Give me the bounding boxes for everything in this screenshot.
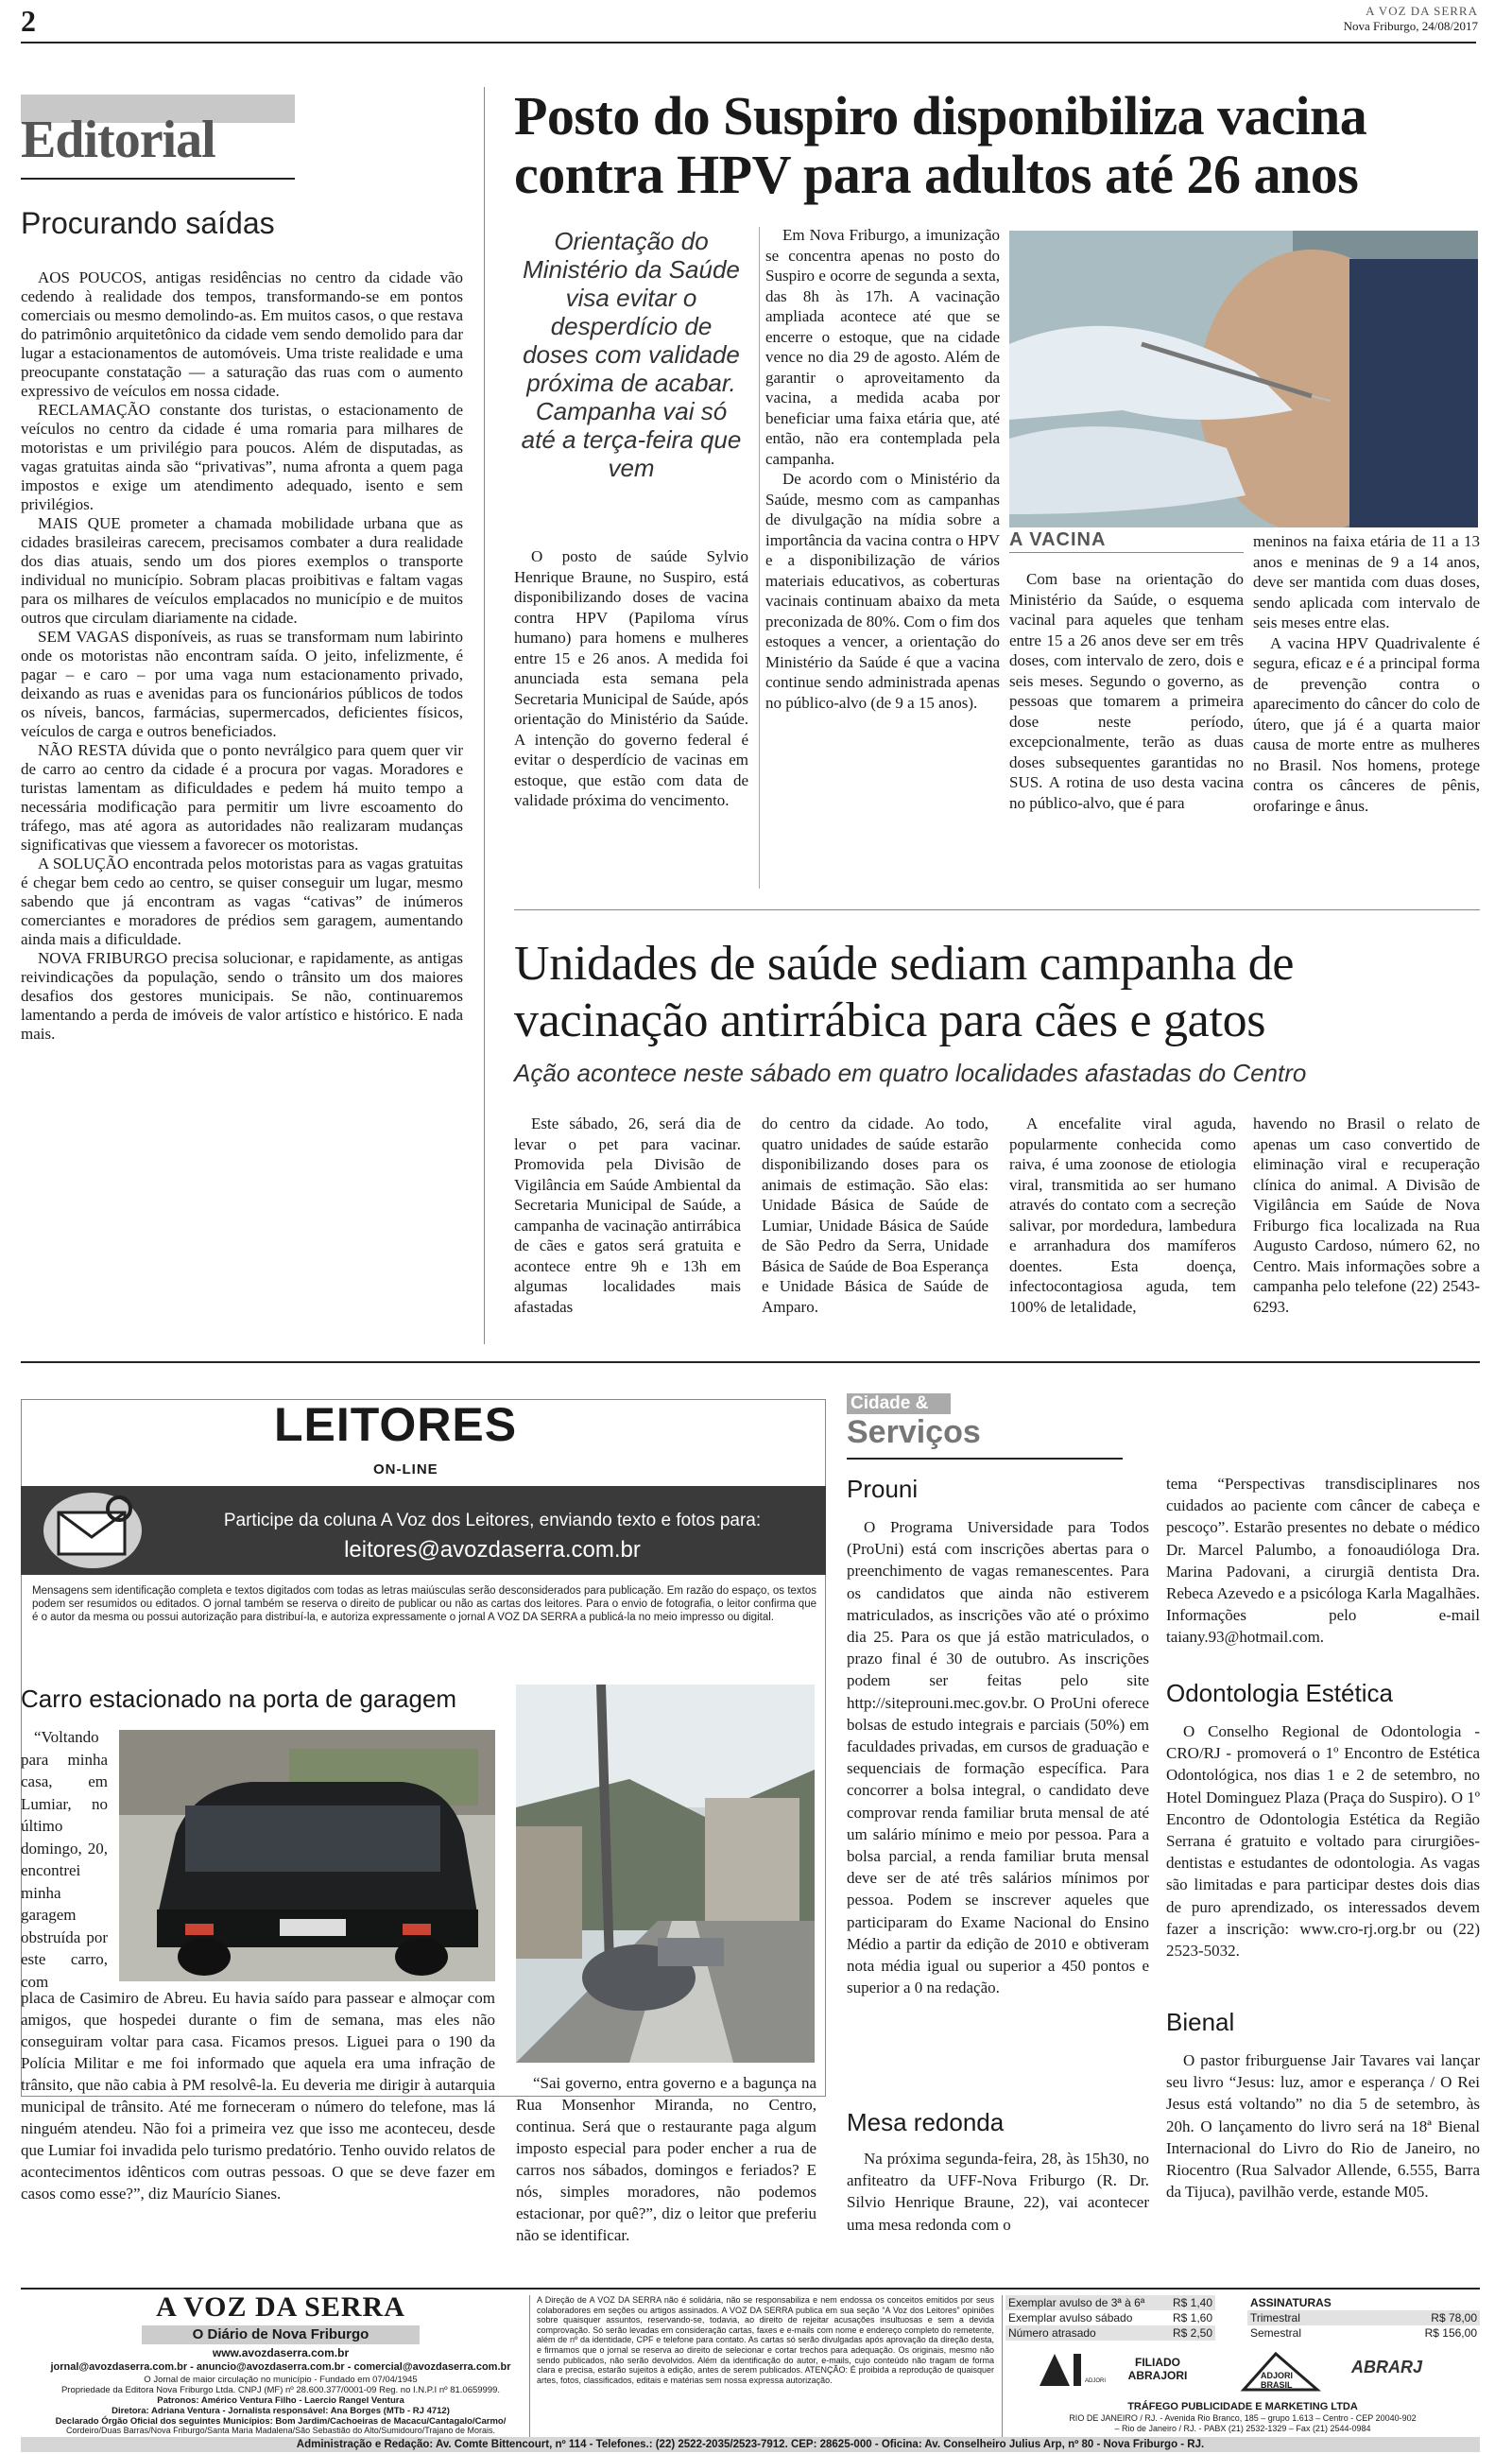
hpv-col2 [765, 225, 1000, 713]
raiva-headline: Unidades de saúde sediam campanha de vacinação antirrábica para cães e gatos [514, 937, 1295, 1047]
prouni-title: Prouni [847, 1475, 919, 1503]
footer-col-rule [529, 2295, 530, 2437]
hpv-pullquote: Orientação do Ministério da Saúde visa evitar o desperdício de doses com validade próxima de acabar. Campanha vai só até a terça-feira que vem [521, 227, 742, 482]
footer-address-bar: Administração e Redação: Av. Comte Bittencourt, nº 114 - Telefones.: (22) 2522-2035/2523-7912. CEP: 28625-000 - Oficina: Av. Conselheiro Julius Arp, nº 80 - Nova Friburgo - RJ. [21, 2437, 1480, 2452]
footer-line: Patronos: Américo Ventura Filho - Laercio Rangel Ventura [157, 2395, 404, 2406]
odonto-title: Odontologia Estética [1166, 1679, 1393, 1707]
leitores-mail-icon [36, 1488, 149, 1573]
leitores-notice: Mensagens sem identificação completa e textos digitados com todas as letras maiúsculas serão desconsiderados para publicação. Em razão do espaço, os textos podem ser resumidos ou editados. O jornal também se reserva o direito de publicar ou não as cartas dos leitores. Para o envio de fotografia, o leitor confirma que é o autor da mesma ou possui autorização para distribuí-la, e autoriza expressamente o jornal A VOZ DA SERRA a publicá-la no meio impresso ou digital. [32, 1585, 816, 1623]
price-label: Exemplar avulso sábado [1008, 2311, 1133, 2324]
hpv-subhead-rule [1009, 552, 1244, 553]
trafego-title: TRÁFEGO PUBLICIDADE E MARKETING LTDA [1127, 2401, 1358, 2412]
editorial-paragraph: A SOLUÇÃO encontrada pelos motoristas para as vagas gratuitas é chegar bem cedo ao centro, se quiser conseguir um lugar, mesmo sabendo que já encontram as vagas “cativas” de inúmeros comerciantes e moradores de prédios sem garagem, aumentando ainda mais a dificuldade. [21, 855, 463, 948]
raiva-col [1009, 1114, 1236, 1317]
editorial-rule [21, 178, 295, 180]
prouni-body [847, 1516, 1149, 1998]
raiva-subheadline: Ação acontece neste sábado em quatro localidades afastadas do Centro [514, 1059, 1307, 1087]
footer-masthead: A VOZ DA SERRA [156, 2291, 405, 2323]
hpv-col3 [1009, 569, 1244, 813]
assinaturas-table [1247, 2295, 1480, 2341]
raiva-col [1253, 1114, 1480, 1317]
logo-adjori-label: ADJORI [1085, 2378, 1107, 2384]
editorial-body [21, 268, 463, 1044]
leitores-banner-line1: Participe da coluna A Voz dos Leitores, enviando texto e fotos para: [223, 1511, 762, 1530]
footer-site[interactable]: www.avozdaserra.com.br [212, 2346, 350, 2359]
assinatura-value: R$ 78,00 [1431, 2311, 1477, 2324]
price-row [1005, 2310, 1215, 2325]
street-caption-text: “Sai governo, entra governo e a bagunça na Rua Monsenhor Miranda, no Centro, continua. Será que o restaurante paga algum imposto especial para poder encher a rua de carros nos sábados, domingos e feriados? E nós, simples moradores, não podemos estacionar, por quê?”, diz o leitor que preferiu não se identificar. [516, 2074, 816, 2244]
cidade-col2-top [1166, 1473, 1480, 1649]
footer-line: Cordeiro/Duas Barras/Nova Friburgo/Santa Maria Madalena/São Sebastião do Alto/Sumidouro/Trajano de Morais. [66, 2426, 495, 2435]
cidade-label-bottom: Serviços [847, 1414, 981, 1450]
hpv-col3-text: Com base na orientação do Ministério da Saúde, o esquema vacinal para aqueles que tenham entre 15 a 26 anos deve ser em três doses, com intervalo de zero, dois e seis meses. Segundo o governo, as pessoas que tomarem a primeira dose neste período, excepcionalmente, terão as duas doses subsequentes garantidas no SUS. A rotina de uso desta vacina no público-alvo, que é para [1009, 570, 1244, 812]
cidade-rule [847, 1458, 1123, 1460]
editorial-paragraph: AOS POUCOS, antigas residências no centro da cidade vão cedendo à realidade dos tempos, transformando-se em pontos comerciais ou mesmo demolindo-as. Em muitos casos, o que restava do patrimônio arquitetônico da cidade vem sendo demolido para dar lugar a estacionamentos de automóveis. Uma triste realidade e uma preocupante constatação — a saturação das ruas com o aumento expressivo de veículos em nossa cidade. [21, 268, 463, 400]
letter-body [21, 1987, 495, 2204]
raiva-col-text: havendo no Brasil o relato de apenas um caso convertido de eliminação viral e recuperação clínica do animal. A Divisão de Vigilância em Saúde de Nova Friburgo fica localizada na Rua Augusto Cardoso, número 62, no Centro. Mais informações sobre a campanha pelo telefone (22) 2543-6293. [1253, 1115, 1480, 1316]
footer-line: Declarado Órgão Oficial dos seguintes Municípios: Bom Jardim/Cachoeiras de Macacu/Cantagalo/Carmo/ [55, 2416, 507, 2427]
price-table [1005, 2295, 1215, 2341]
trafego-line: RIO DE JANEIRO / RJ. - Avenida Rio Branco, 185 – grupo 1.613 – Centro - CEP 20040-902 [1069, 2413, 1417, 2423]
logo-adjori [1036, 2348, 1111, 2394]
dateline: Nova Friburgo, 24/08/2017 [1343, 19, 1478, 33]
footer-col-rule [1002, 2295, 1003, 2437]
logo-abrajori: FILIADO ABRAJORI [1127, 2356, 1188, 2382]
editorial-paragraph: NOVA FRIBURGO precisa solucionar, e rapidamente, as antigas reivindicações da população, sendo o trânsito um dos maiores desafios dos gestores municipais. Se não, continuaremos lamentando a perda de imóveis de valor artístico e histórico. E nada mais. [21, 949, 463, 1043]
raiva-col [514, 1114, 741, 1317]
hpv-col2-text: Em Nova Friburgo, a imunização se concentra apenas no posto do Suspiro e ocorre de segunda a sexta, das 8h às 17h. A vacinação ampliada acontece até que se encerre o estoque, que na cidade vence no dia 29 de agosto. Além de garantir o aproveitamento da vacina, a medida acaba por beneficiar uma faixa etária que, até então, não era contemplada pela campanha. [765, 226, 1000, 468]
letter-body-text: placa de Casimiro de Abreu. Eu havia saído para passear e almoçar com amigos, que hospedei durante o fim de semana, mas eles não conseguiram voltar para casa. Ficamos presos. Liguei para o 190 da Polícia Militar e me foi informado que aquela era uma infração de trânsito, que não cabia à PM resolvê-la. Eu deveria me dirigir à autarquia municipal de trânsito. Até me forneceram o número do telefone, mas lá ninguém atendeu. Não foi a primeira vez que isso me aconteceu, desde que Lumiar foi invadida pelo turismo predatório. Tenho ouvido relatos de acontecimentos idênticos com outras pessoas. O que se deve fazer em casos como esse?”, diz Maurício Sianes. [21, 1989, 495, 2203]
logo-adjori-brasil-label: ADJORI BRASIL [1261, 2371, 1294, 2390]
odonto-text: O Conselho Regional de Odontologia - CRO/RJ - promoverá o 1º Encontro de Estética Odontológica, nos dias 1 e 2 de setembro, no Hotel Dominguez Plaza (Praça do Suspiro). O 1º Encontro de Odontologia Estética da Região Serrana é gratuito e voltado para cirurgiões-dentistas e estudantes de odontologia. As vagas são limitadas e para participar destes dois dias de puro aprendizado, os interessados devem fazer a inscrição: www.cro-rj.org.br ou (22) 2523-5032. [1166, 1722, 1480, 1961]
assinatura-label: Trimestral [1250, 2311, 1300, 2324]
editorial-label: Editorial [21, 111, 215, 169]
raiva-col [762, 1114, 988, 1317]
hpv-col1 [514, 546, 748, 811]
price-label: Número atrasado [1008, 2326, 1096, 2340]
footer-line: Propriedade da Editora Nova Friburgo Ltda. CNPJ (MF) nº 28.600.377/0001-09 Reg. no I.N.P.I nº 81.0659999. [60, 2385, 501, 2395]
editorial-paragraph: MAIS QUE prometer a chamada mobilidade urbana que as cidades brasileiras carecem, precisamos combater a dura realidade dos dias atuais, sendo um dos piores exemplos o transporte individual no município. Sobram placas proibitivas e faltam vagas para os milhares de veículos emplacados no município e de muitos outros que circulam diariamente na cidade. [21, 514, 463, 627]
footer-rule [21, 2288, 1480, 2290]
car-photo [119, 1730, 495, 1981]
price-value: R$ 1,60 [1172, 2311, 1212, 2324]
cidade-label-top: Cidade & [847, 1393, 951, 1414]
leitores-banner-email[interactable]: leitores@avozdaserra.com.br [344, 1537, 641, 1563]
raiva-col-text: A encefalite viral aguda, popularmente conhecida como raiva, é uma zoonose de etiologia viral, transmitida ao ser humano através do contato com a secreção salivar, por mordedura, lambedura e arranhadura dos mamíferos doentes. Esta doença, infectocontagiosa aguda, tem 100% de letalidade, [1009, 1115, 1236, 1316]
page-number: 2 [21, 4, 36, 38]
mesa-text: Na próxima segunda-feira, 28, às 15h30, no anfiteatro da UFF-Nova Friburgo (R. Dr. Silvio Henrique Braune, 22), vai acontecer uma mesa redonda com o [847, 2150, 1149, 2234]
hpv-col-rule [759, 227, 760, 889]
street-caption [516, 2072, 816, 2246]
price-row [1005, 2325, 1215, 2341]
editorial-paragraph: NÃO RESTA dúvida que o ponto nevrálgico para quem quer vir de carro ao centro da cidade é a procura por vagas. Moradores e turistas lamentam as dificuldades e pedem há muito tempo a necessária modificação para permitir um livre escoamento do tráfego, mas até agora as autoridades não realizaram mudanças significativas que viessem a favorecer os motoristas. [21, 741, 463, 854]
price-label: Exemplar avulso de 3ª à 6ª [1008, 2296, 1145, 2309]
raiva-col-text: do centro da cidade. Ao todo, quatro unidades de saúde estarão disponibilizando doses para os animais de estimação. São elas: Unidade Básica de Saúde de Lumiar, Unidade Básica de Saúde de São Pedro da Serra, Unidade Básica de Saúde de Boa Esperança e Unidade Básica de Saúde de Amparo. [762, 1115, 988, 1316]
section-divider [21, 1361, 1480, 1363]
assinatura-row [1247, 2310, 1480, 2325]
mesa-body [847, 2148, 1149, 2236]
paper-name: A VOZ DA SERRA [1366, 4, 1478, 18]
hpv-col2-text: De acordo com o Ministério da Saúde, mesmo com as campanhas de divulgação na mídia sobre a importância da vacina contra o HPV e a disponibilização de vários materiais educativos, as coberturas vacinais continuam abaixo da meta preconizada de 80%. Com o fim dos estoques a vencer, a orientação do Ministério da Saúde é que a vacina continue sendo administrada apenas no público-alvo (de 9 a 15 anos). [765, 470, 1000, 712]
letter-lead [21, 1726, 108, 1993]
logo-adjori-brasil [1238, 2348, 1323, 2394]
assinatura-label: Semestral [1250, 2326, 1302, 2340]
letter-lead-text: “Voltando para minha casa, em Lumiar, no último domingo, 20, encontrei minha garagem obstruída por este carro, com [21, 1728, 108, 1991]
footer-masthead-sub: O Diário de Nova Friburgo [142, 2325, 420, 2344]
price-value: R$ 2,50 [1172, 2326, 1212, 2340]
header-rule [21, 42, 1476, 43]
assinatura-value: R$ 156,00 [1424, 2326, 1477, 2340]
hpv-col4-text: A vacina HPV Quadrivalente é segura, eficaz e é a principal forma de prevenção contra o aparecimento do câncer do colo de útero, que já é a quarta maior causa de morte entre as mulheres no Brasil. Nos homens, protege contra os cânceres de pênis, orofaringe e ânus. [1253, 633, 1480, 815]
footer-line: Diretora: Adriana Ventura - Jornalista responsável: Ana Borges (MTb - RJ 4712) [112, 2406, 450, 2416]
hpv-end-rule [514, 909, 1480, 910]
assinaturas-title: ASSINATURAS [1250, 2296, 1332, 2309]
logo-abrarj: ABRARJ [1351, 2358, 1423, 2376]
odonto-body [1166, 1720, 1480, 1961]
raiva-col-text: Este sábado, 26, será dia de levar o pet para vacinar. Promovida pela Divisão de Vigilância em Saúde Ambiental da Secretaria Municipal de Saúde, a campanha de vacinação antirrábica de cães e gatos será gratuita e acontece entre 9h e 13h em algumas localidades mais afastadas [514, 1115, 741, 1316]
vaccine-photo [1009, 231, 1478, 527]
bienal-body [1166, 2049, 1480, 2203]
price-row [1005, 2295, 1215, 2310]
trafego-line: – Rio de Janeiro / RJ. - PABX (21) 2532-1329 – Fax (21) 2544-0984 [1114, 2424, 1371, 2433]
footer-disclaimer: A Direção de A VOZ DA SERRA não é solidária, não se responsabiliza e nem endossa os conceitos emitidos por seus colaboradores em seções ou artigos assinados. A VOZ DA SERRA publica em sua seção “A Voz dos Leitores” opiniões sobre quaisquer assuntos, reservando-se, todavia, ao direito de rejeitar acusações insultuosas e sem a devida comprovação. Só serão levadas em consideração cartas, faxes e e-mails com nome e endereço completo do remetente, além de nº da identidade, CPF e telefone para contato. As cartas só serão divulgadas após aprovação da direção desta, e firmamos que o jornal se reserva ao direito de selecionar e cortar trechos para adequação. Os originais, mesmo não sendo publicados, não serão devolvidos. Além da identificação do autor, e-mails, cujo conteúdo não tragam de forma clara e precisa, estarão sujeitos à edição, antes de serem publicados. ATENÇÃO: É proibida a reprodução de quaisquer artes, fotos, classificados, editais e matérias sem nossa expressa autorização. [537, 2295, 994, 2385]
price-value: R$ 1,40 [1172, 2296, 1212, 2309]
hpv-headline: Posto do Suspiro disponibiliza vacina contra HPV para adultos até 26 anos [514, 85, 1367, 205]
editorial-paragraph: SEM VAGAS disponíveis, as ruas se transformam num labirinto onde os motoristas não encontram saída. O jeito, infelizmente, é pagar – e caro – por uma vaga num estacionamento privado, deixando as ruas e avenidas para os funcionários públicos de todos os níveis, bancos, farmácias, supermercados, deficientes físicos, veículos de carga e outros beneficiados. [21, 628, 463, 740]
prouni-text: O Programa Universidade para Todos (ProUni) está com inscrições abertas para o preenchimento de vagas remanescentes. Para os candidatos que ainda não estiverem matriculados, as inscrições vão até o próximo dia 25. Para os que já estão matriculados, o prazo final é 30 de outubro. As inscrições podem ser feitas pelo site http://siteprouni.mec.gov.br. O ProUni oferece bolsas de estudo integrais e parciais (50%) em faculdades privadas, em cursos de graduação e sequenciais de formação específica. Para concorrer a bolsa integral, o candidato deve comprovar renda familiar bruta mensal de até um salário mínimo e meio por pessoa. Para a bolsa parcial, a renda familiar bruta mensal deve ser de até três salários mínimos por pessoa. Podem se inscrever aqueles que participaram do Exame Nacional do Ensino Médio a partir da edição de 2010 e obtiveram nota média igual ou superior a 450 pontos e superior a 0 na redação. [847, 1518, 1149, 1997]
bienal-title: Bienal [1166, 2008, 1235, 2036]
mesa-title: Mesa redonda [847, 2108, 1005, 2136]
hpv-col1-text: O posto de saúde Sylvio Henrique Braune, no Suspiro, está disponibilizando doses de vacina contra HPV (Papiloma vírus humano) para homens e mulheres entre 15 e 26 anos. A medida foi anunciada esta semana pela Secretaria Municipal de Saúde, após orientação do Ministério da Saúde. A intenção do governo federal é evitar o desperdício de vacinas em estoque, que estão com data de validade próxima do vencimento. [514, 547, 748, 809]
leitores-title: LEITORES [274, 1398, 518, 1451]
footer-line: O Jornal de maior circulação no município - Fundado em 07/04/1945 [144, 2375, 418, 2385]
hpv-col4 [1253, 531, 1480, 816]
assinatura-row [1247, 2325, 1480, 2341]
bienal-text: O pastor friburguense Jair Tavares vai lançar seu livro “Jesus: luz, amor e esperança / O Rei Jesus está voltando” no dia 5 de setembro, às 20h. O lançamento do livro será na 18ª Bienal Internacional do Livro do Rio de Janeiro, no Riocentro (Rua Salvador Allende, 6.555, Barra da Tijuca), pavilhão verde, estande M05. [1166, 2051, 1480, 2202]
street-photo [516, 1685, 815, 2063]
hpv-subhead: A VACINA [1009, 529, 1107, 550]
editorial-paragraph: RECLAMAÇÃO constante dos turistas, o estacionamento de veículos no centro da cidade é uma romaria para milhares de motoristas e um privilégio para poucos. Além de disputadas, as vagas gratuitas ainda são “privativas”, numa afronta a quem paga impostos e exige um atendimento adequado, isento e sem privilégios. [21, 401, 463, 513]
leitores-subtitle: ON-LINE [373, 1461, 438, 1478]
cidade-col2-text: tema “Perspectivas transdisciplinares nos cuidados ao paciente com câncer de cabeça e pescoço”. Estarão presentes no debate o médico Dr. Marcel Palumbo, a fonoaudióloga Dra. Marina Padovani, a cirurgiã dentista Dra. Rebeca Azevedo e a psicóloga Karla Magalhães. Informações pelo e-mail taiany.93@hotmail.com. [1166, 1475, 1480, 1647]
letter-title: Carro estacionado na porta de garagem [21, 1685, 457, 1713]
footer-emails[interactable]: jornal@avozdaserra.com.br - anuncio@avozdaserra.com.br - comercial@avozdaserra.com.br [50, 2361, 511, 2373]
editorial-column-rule [484, 87, 485, 1344]
hpv-col4-text: meninos na faixa etária de 11 a 13 anos e meninas de 9 a 14 anos, deve ser mantida com duas doses, sendo aplicada com intervalo de seis meses entre elas. [1253, 532, 1480, 631]
editorial-headline: Procurando saídas [21, 206, 275, 240]
